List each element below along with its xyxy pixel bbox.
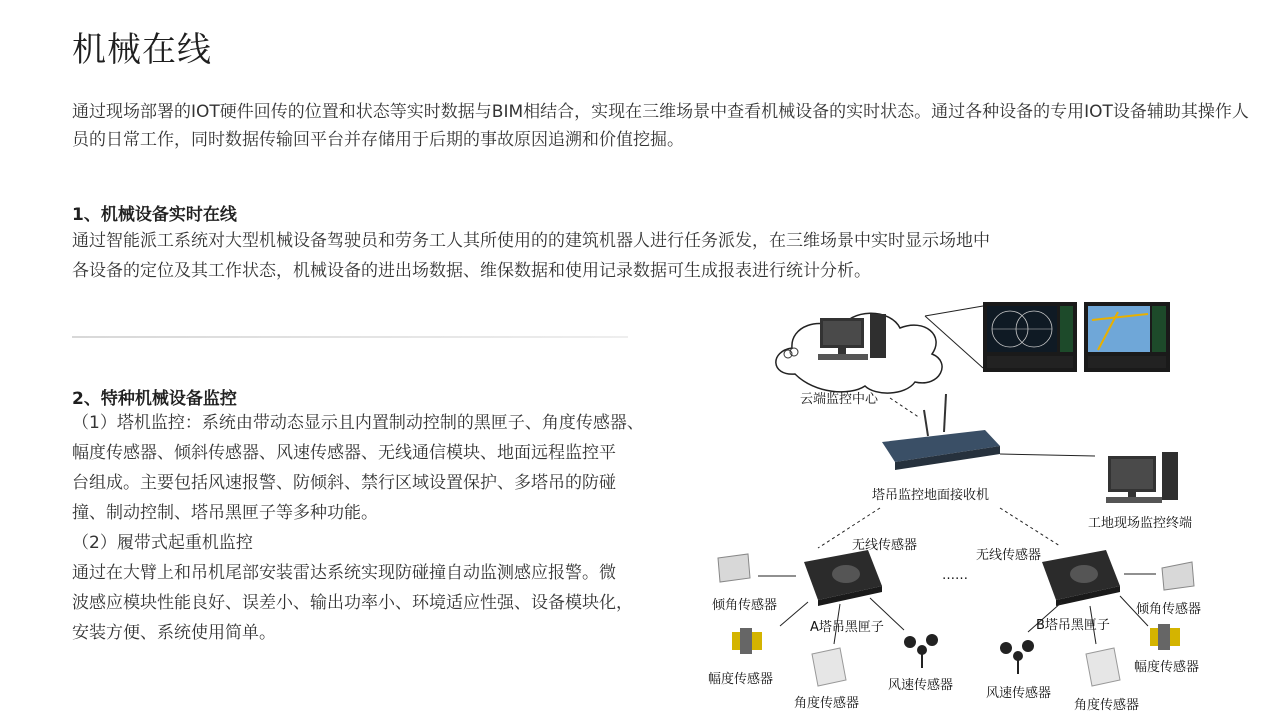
angle-sensor-b-icon [1086,648,1120,686]
tilt-sensor-a-label: 倾角传感器 [712,598,778,613]
section2-sub1-line2: 幅度传感器、倾斜传感器、风速传感器、无线通信模块、地面远程监控平 [72,443,616,463]
angle-sensor-b-label: 角度传感器 [1074,698,1140,713]
wind-sensor-b-label: 风速传感器 [986,686,1052,701]
tilt-sensor-b-icon [1162,562,1194,590]
site-terminal-label: 工地现场监控终端 [1088,516,1193,531]
section2-sub2-line2: 波感应模块性能良好、误差小、输出功率小、环境适应性强、设备模块化， [72,593,633,613]
amplitude-sensor-a-icon [732,628,762,654]
ground-receiver-icon [882,394,1000,470]
section2-sub1-line4: 撞、制动控制、塔吊黑匣子等多种功能。 [72,503,378,523]
wind-sensor-b-icon [1000,640,1034,674]
amplitude-sensor-a-label: 幅度传感器 [708,672,774,687]
ellipsis-label: …… [942,568,968,583]
receiver-label: 塔吊监控地面接收机 [872,488,990,503]
tilt-sensor-a-icon [718,554,750,582]
monitor-screen-radar-icon [983,302,1077,372]
wind-sensor-a-icon [904,634,938,668]
cloud-center-label: 云端监控中心 [800,392,879,407]
blackbox-b-label: B塔吊黑匣子 [1036,618,1110,633]
monitor-screen-crane-icon [1084,302,1170,372]
divider-line [72,336,628,338]
intro-paragraph: 通过现场部署的IOT硬件回传的位置和状态等实时数据与BIM相结合，实现在三维场景中查看机械设备的实时状态。通过各种设备的专用IOT设备辅助其操作人员的日常工作，同时数据传输回平台并存储用于后期的事故原因追溯和价值挖掘。 [72,102,1249,150]
site-terminal-computer-icon [1106,452,1178,503]
blackbox-a-icon [804,550,882,606]
section2-heading: 2、特种机械设备监控 [72,389,237,409]
wireless-sensor-a-label: 无线传感器 [852,538,918,553]
amplitude-sensor-b-icon [1150,624,1180,650]
section1-line2: 各设备的定位及其工作状态，机械设备的进出场数据、维保数据和使用记录数据可生成报表进行统计分析。 [72,261,871,281]
angle-sensor-a-label: 角度传感器 [794,696,860,711]
wireless-sensor-b-label: 无线传感器 [976,548,1042,563]
wind-sensor-a-label: 风速传感器 [888,678,954,693]
blackbox-a-label: A塔吊黑匣子 [810,620,884,635]
section2-sub2-line3: 安装方便、系统使用简单。 [72,623,276,643]
section2-sub1-line3: 台组成。主要包括风速报警、防倾斜、禁行区域设置保护、多塔吊的防碰 [72,473,616,493]
section2-sub2-line1: 通过在大臂上和吊机尾部安装雷达系统实现防碰撞自动监测感应报警。微 [72,563,616,583]
angle-sensor-a-icon [812,648,846,686]
section1-heading: 1、机械设备实时在线 [72,205,237,225]
section2-sub1-title: （1）塔机监控：系统由带动态显示且内置制动控制的黑匣子、角度传感器、 [72,413,644,433]
amplitude-sensor-b-label: 幅度传感器 [1134,660,1200,675]
section2-sub2-title: （2）履带式起重机监控 [72,533,253,553]
blackbox-b-icon [1042,550,1120,606]
page-title: 机械在线 [72,30,212,70]
section1-line1: 通过智能派工系统对大型机械设备驾驶员和劳务工人其所使用的的建筑机器人进行任务派发，在三维场景中实时显示场地中 [72,231,990,251]
tower-crane-system-diagram [700,296,1260,716]
diagram-graphics [700,296,1260,716]
tilt-sensor-b-label: 倾角传感器 [1136,602,1202,617]
